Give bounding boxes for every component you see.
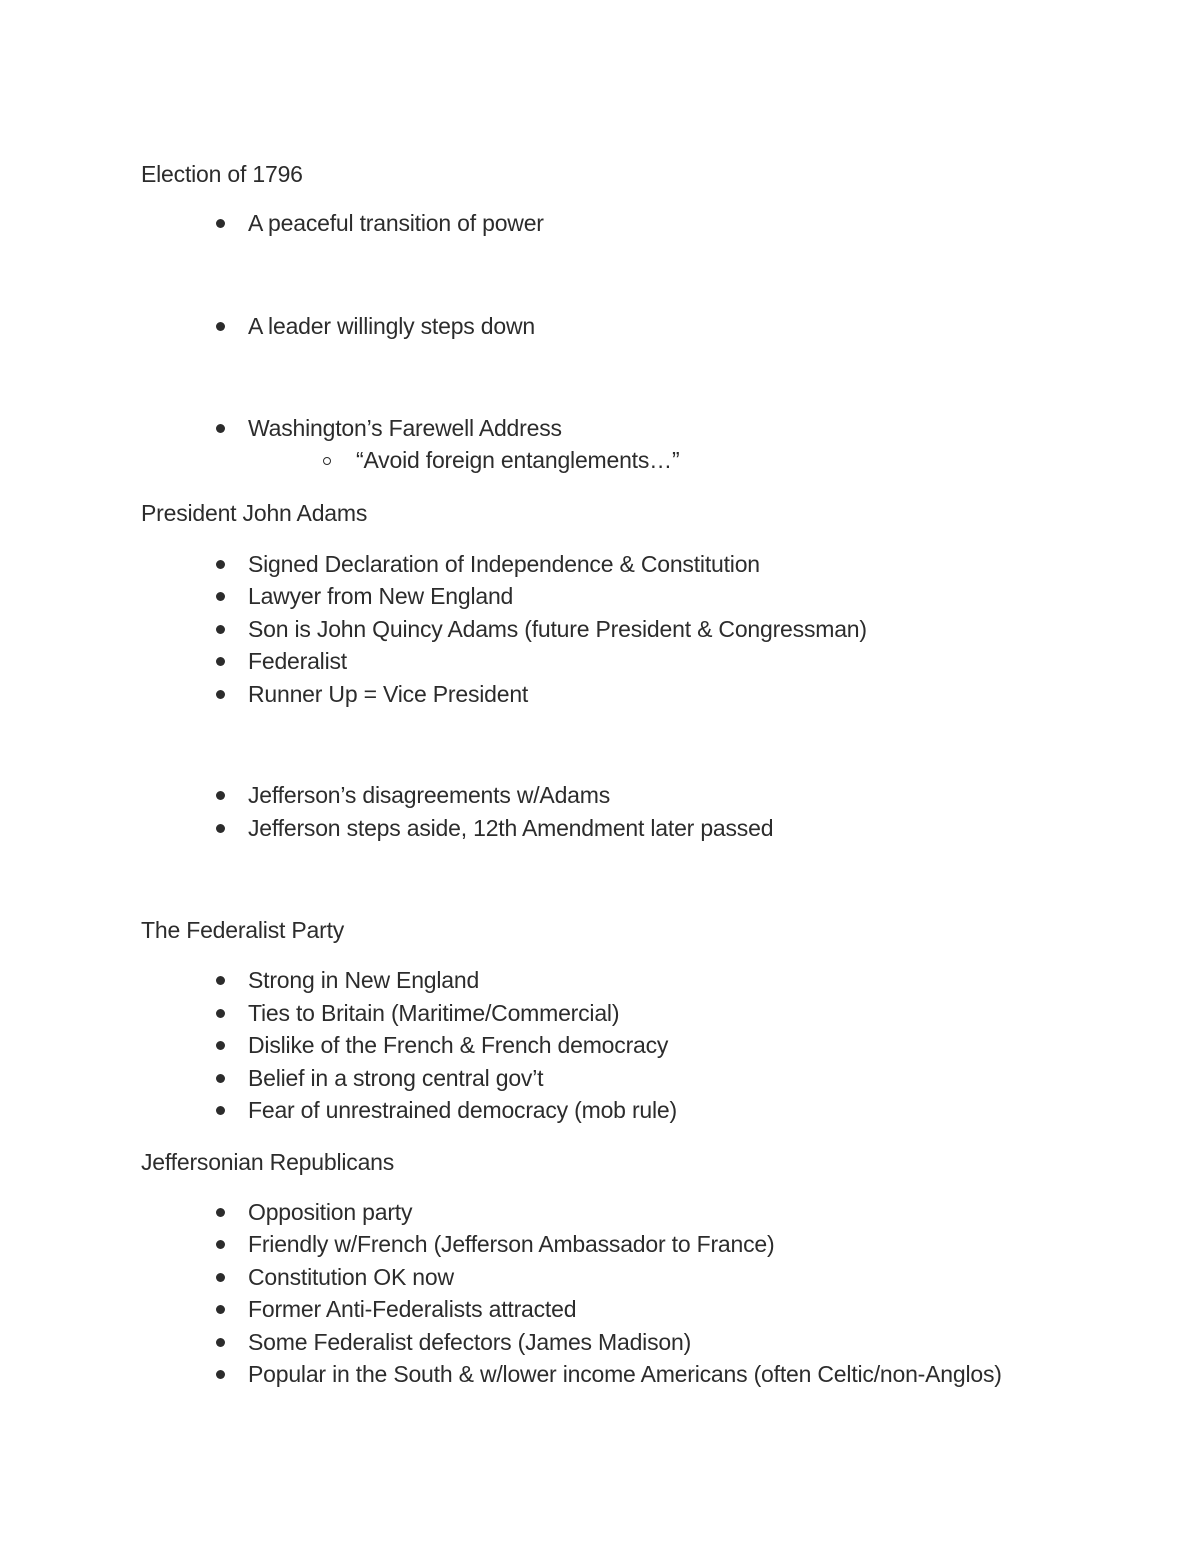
list-item: Dislike of the French & French democracy [248, 1032, 669, 1058]
bullet-icon [216, 690, 225, 699]
list-item: Ties to Britain (Maritime/Commercial) [248, 1000, 620, 1026]
sub-list-item: “Avoid foreign entanglements…” [356, 447, 680, 473]
bullet-icon [216, 1338, 225, 1347]
heading-jeffersonian-republicans: Jeffersonian Republicans [141, 1149, 395, 1175]
heading-election-1796: Election of 1796 [141, 161, 303, 187]
bullet-icon [216, 560, 225, 569]
list-item: Federalist [248, 648, 347, 674]
bullet-icon [216, 1009, 225, 1018]
list-item: Signed Declaration of Independence & Constitution [248, 551, 760, 577]
bullet-icon [216, 219, 225, 228]
list-item: Former Anti-Federalists attracted [248, 1296, 577, 1322]
bullet-icon [216, 1273, 225, 1282]
list-item: Some Federalist defectors (James Madison) [248, 1329, 692, 1355]
list-item: Friendly w/French (Jefferson Ambassador to France) [248, 1231, 775, 1257]
list-item: Washington’s Farewell Address [248, 415, 562, 441]
list-item: A leader willingly steps down [248, 313, 535, 339]
bullet-icon [216, 322, 225, 331]
list-item: Fear of unrestrained democracy (mob rule) [248, 1097, 677, 1123]
bullet-icon [216, 1208, 225, 1217]
list-item: Popular in the South & w/lower income Americans (often Celtic/non-Anglos) [248, 1361, 1002, 1387]
bullet-icon [216, 1240, 225, 1249]
list-item: Runner Up = Vice President [248, 681, 529, 707]
heading-federalist-party: The Federalist Party [141, 917, 345, 943]
list-item: A peaceful transition of power [248, 210, 544, 236]
bullet-icon [216, 1370, 225, 1379]
bullet-icon [216, 1305, 225, 1314]
list-item: Constitution OK now [248, 1264, 454, 1290]
list-item: Jefferson steps aside, 12th Amendment later passed [248, 815, 774, 841]
bullet-icon [216, 1074, 225, 1083]
list-item: Son is John Quincy Adams (future President & Congressman) [248, 616, 867, 642]
bullet-icon [216, 1041, 225, 1050]
sub-bullet-icon [323, 457, 331, 465]
bullet-icon [216, 976, 225, 985]
list-item: Lawyer from New England [248, 583, 514, 609]
list-item: Belief in a strong central gov’t [248, 1065, 544, 1091]
bullet-icon [216, 791, 225, 800]
list-item: Jefferson’s disagreements w/Adams [248, 782, 611, 808]
bullet-icon [216, 424, 225, 433]
bullet-icon [216, 824, 225, 833]
heading-president-john-adams: President John Adams [141, 500, 368, 526]
bullet-icon [216, 657, 225, 666]
bullet-icon [216, 625, 225, 634]
list-item: Strong in New England [248, 967, 480, 993]
bullet-icon [216, 592, 225, 601]
list-item: Opposition party [248, 1199, 413, 1225]
bullet-icon [216, 1106, 225, 1115]
